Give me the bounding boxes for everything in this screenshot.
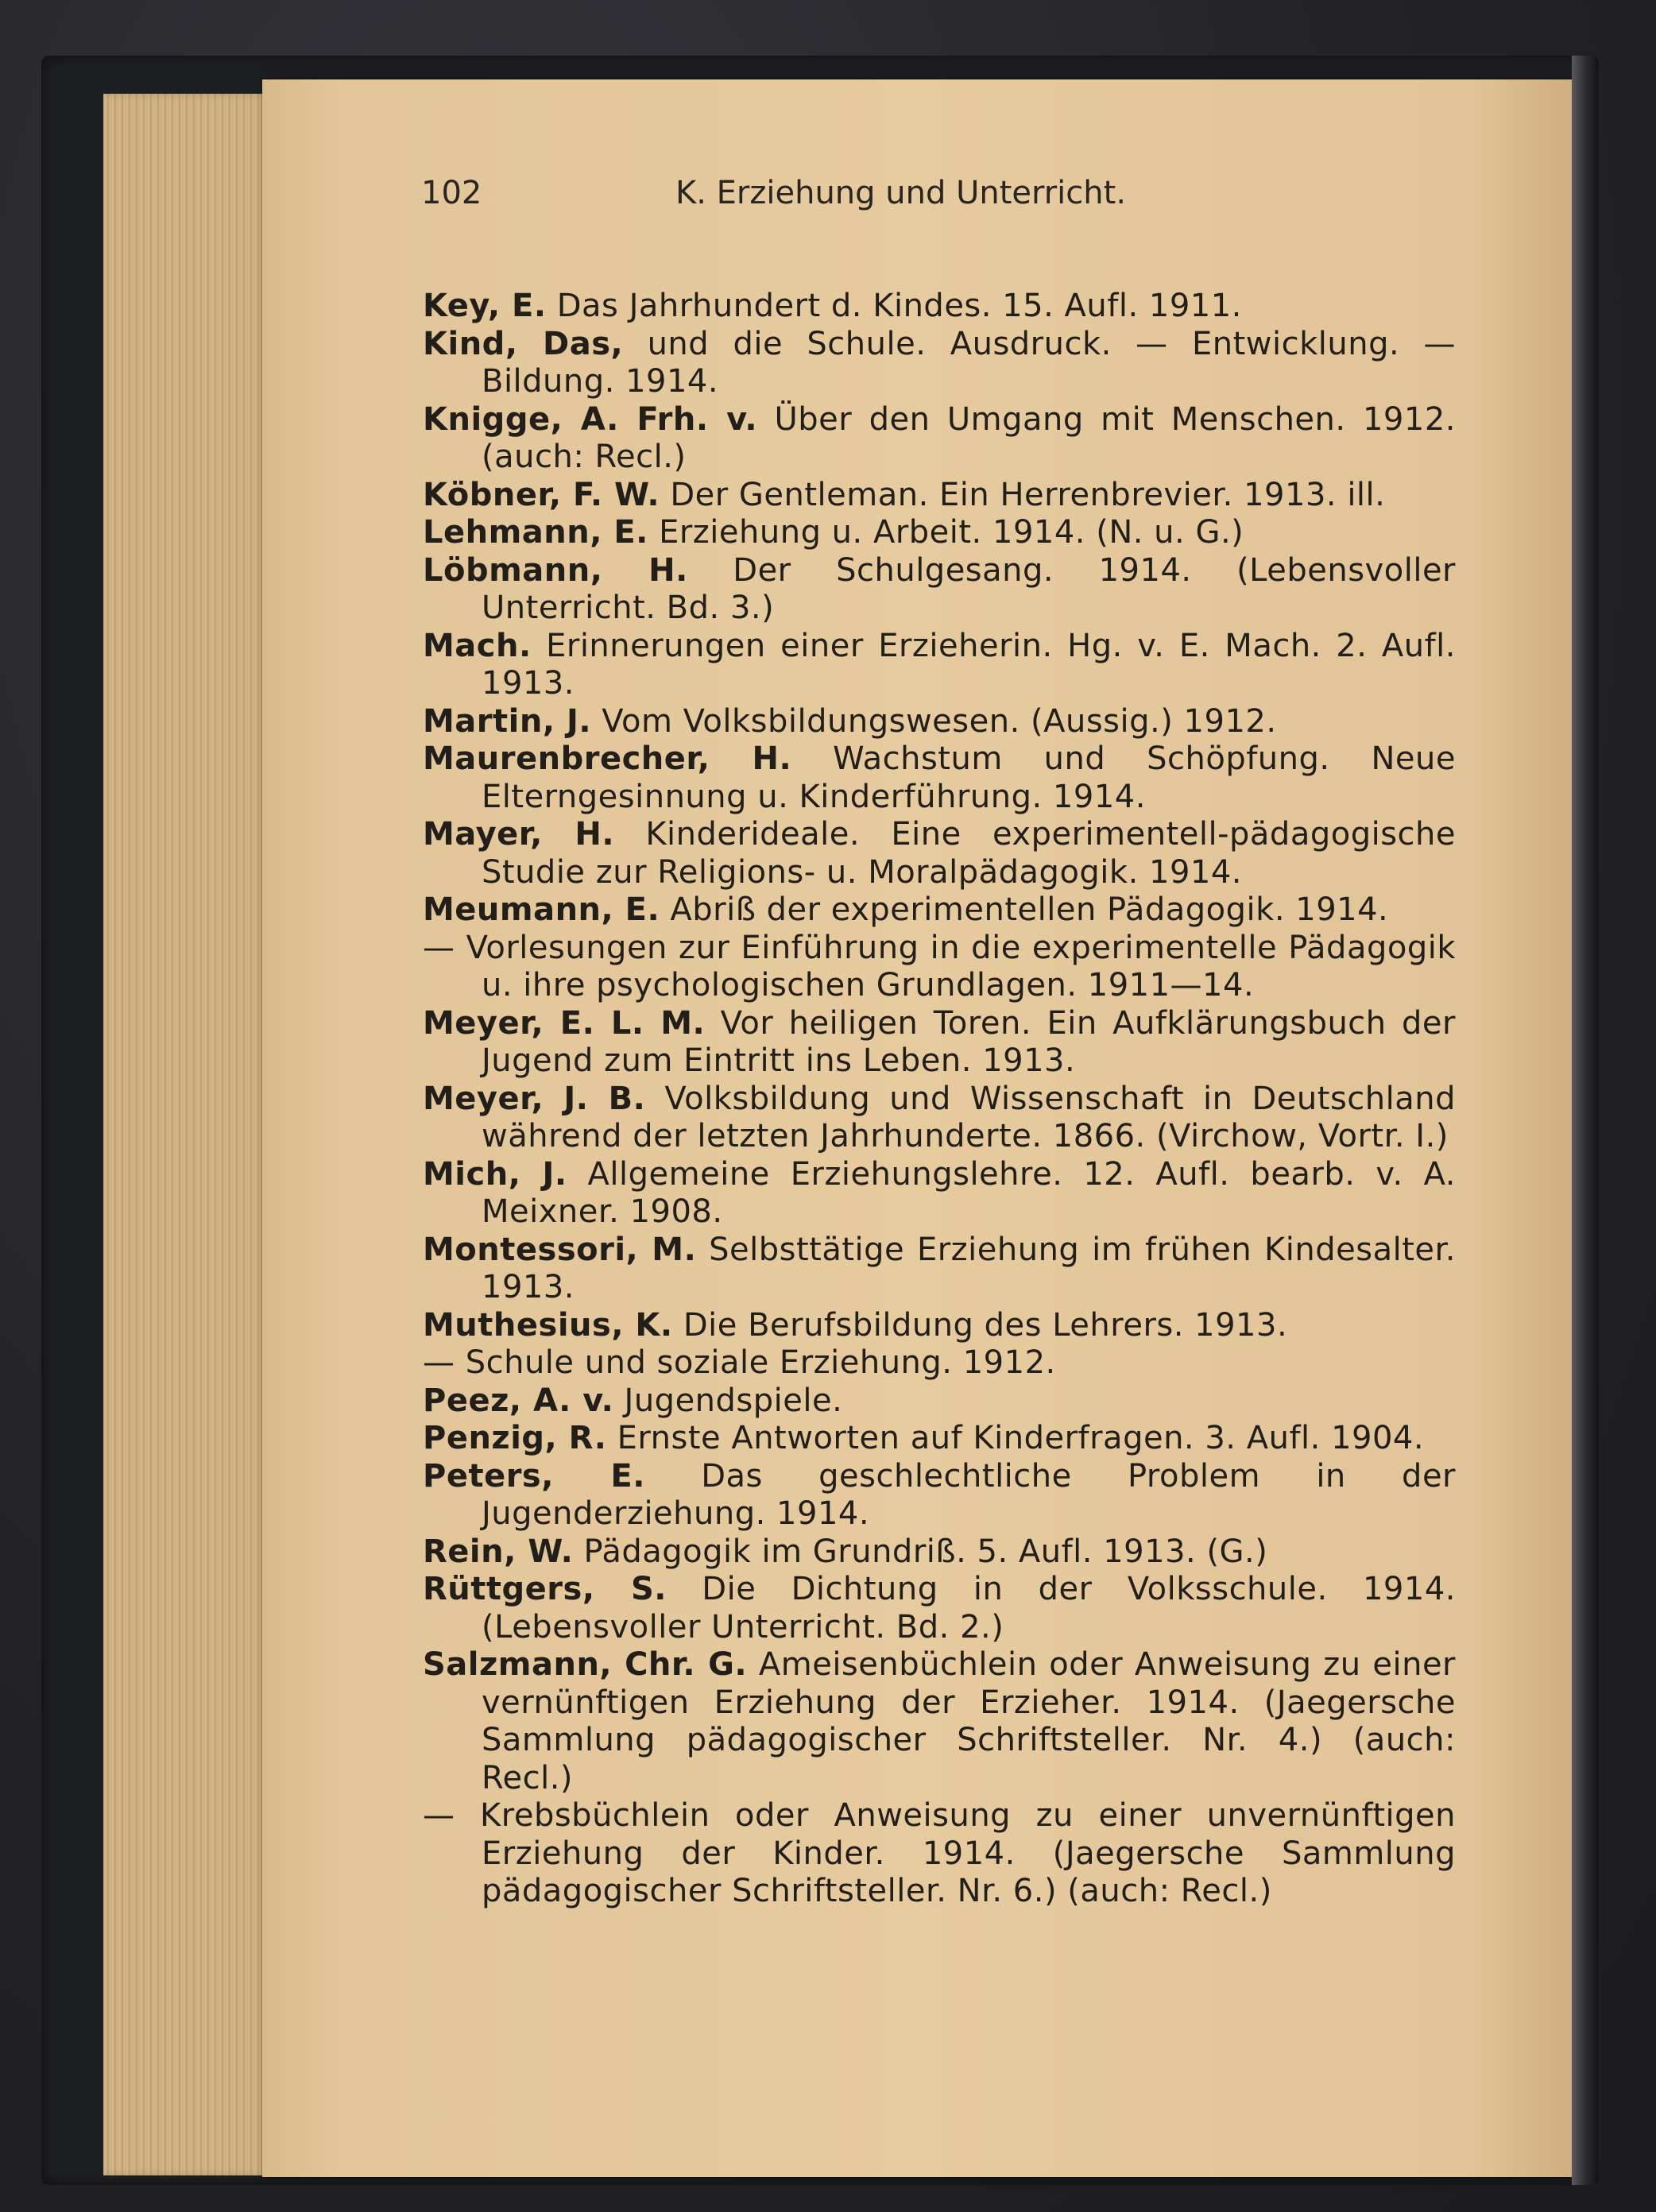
bibliography-entry [423,1571,1456,1646]
entry-name: Salzmann, Chr. G. [423,1646,748,1683]
entry-name: Martin, J. [423,702,592,740]
entry-text: Erziehung u. Arbeit. 1914. (N. u. G.) [648,514,1244,551]
entry-text: Ernste Antworten auf Kinderfragen. 3. Aufl. 1904. [606,1420,1425,1456]
entry-name: Meyer, E. L. M. [423,1004,706,1042]
entry-name: Muthesius, K. [423,1306,673,1344]
running-title: K. Erziehung und Unterricht. [675,175,1127,211]
bibliography-entry [423,1646,1456,1797]
entry-text: Vom Volksbildungswesen. (Aussig.) 1912. [591,702,1277,740]
entry-text: Pädagogik im Grundriß. 5. Aufl. 1913. (G.) [573,1533,1268,1570]
bibliography-entry [423,930,1456,1005]
entry-text: Krebsbüchlein oder Anweisung zu einer unvernünftigen Erziehung der Kinder. 1914. (Jaegersche Sammlung pädagogischer Schriftsteller. Nr. 6.) (auch: Recl.) [455,1797,1456,1909]
entry-name: Montessori, M. [423,1231,697,1268]
entry-name: Löbmann, H. [423,551,688,589]
entry-text: Abriß der experimentellen Pädagogik. 1914. [660,891,1389,928]
bibliography-entry [423,628,1456,703]
entry-name: Lehmann, E. [423,514,648,551]
entry-text: Ameisenbüchlein oder Anweisung zu einer vernünftigen Erziehung der Erzieher. 1914. (Jaegersche Sammlung pädagogischer Schriftsteller. Nr. 4.) (auch: Recl.) [482,1646,1456,1796]
entry-text: Jugendspiele. [613,1382,843,1419]
entry-text: Kinderideale. Eine experimentell-pädagogische Studie zur Religions- u. Moralpädagogik. 1914. [482,816,1456,891]
bibliography-entry [423,326,1456,401]
entry-dash: — [423,1344,455,1381]
entry-text: Schule und soziale Erziehung. 1912. [455,1344,1056,1381]
entry-text: Die Berufsbildung des Lehrers. 1913. [672,1306,1288,1344]
entry-dash: — [423,1797,455,1834]
bibliography-entry [423,891,1456,930]
entry-text: Die Dichtung in der Volksschule. 1914. (Lebensvoller Unterricht. Bd. 2.) [482,1571,1456,1645]
entry-name: Knigge, A. Frh. v. [423,400,758,438]
entry-text: Der Schulgesang. 1914. (Lebensvoller Unterricht. Bd. 3.) [482,551,1456,626]
bibliography-entry [423,1382,1456,1421]
entry-name: Meumann, E. [423,891,660,928]
entry-text: Das Jahrhundert d. Kindes. 15. Aufl. 1911. [546,288,1242,324]
entry-text: Wachstum und Schöpfung. Neue Elterngesinnung u. Kinderführung. 1914. [482,741,1456,815]
bibliography-entry [423,552,1456,628]
entry-text: Vorlesungen zur Einführung in die experimentelle Pädagogik u. ihre psychologischen Grundlagen. 1911—14. [455,929,1456,1004]
entry-text: Vor heiligen Toren. Ein Aufklärungsbuch der Jugend zum Eintritt ins Leben. 1913. [482,1004,1456,1079]
bibliography-entry [423,1232,1456,1307]
entry-text: Erinnerungen einer Erzieherin. Hg. v. E. Mach. 2. Aufl. 1913. [482,627,1456,702]
entry-text: Der Gentleman. Ein Herrenbrevier. 1913. ill. [660,476,1386,513]
entry-name: Rein, W. [423,1533,574,1570]
entry-name: Key, E. [423,288,547,324]
bibliography-entry [423,1005,1456,1081]
bibliography-entry [423,1458,1456,1533]
bibliography-entry [423,1797,1456,1911]
entry-name: Meyer, J. B. [423,1080,646,1117]
entry-name: Penzig, R. [423,1420,607,1456]
entry-name: Mich, J. [423,1155,567,1193]
entry-name: Peters, E. [423,1457,645,1495]
bibliography-entry [423,1344,1456,1382]
bibliography-entry [423,1420,1456,1458]
entry-text: und die Schule. Ausdruck. — Entwicklung. — Bildung. 1914. [482,325,1457,400]
entry-text: Selbsttätige Erziehung im frühen Kindesalter. 1913. [482,1231,1457,1305]
entry-dash: — [423,929,455,966]
bibliography-entry [423,703,1456,741]
bibliography-entry [423,514,1456,552]
bibliography-list [423,288,1456,1911]
bibliography-entry [423,477,1456,515]
entry-name: Maurenbrecher, H. [423,741,792,777]
entry-name: Mayer, H. [423,816,615,853]
entry-text: Das geschlechtliche Problem in der Jugenderziehung. 1914. [482,1457,1456,1532]
page-number: 102 [421,175,482,211]
book-spine [1572,56,1596,2185]
bibliography-entry [423,288,1456,326]
bibliography-entry [423,401,1456,477]
bibliography-entry [423,1307,1456,1345]
bibliography-entry [423,741,1456,816]
entry-text: Über den Umgang mit Menschen. 1912. (auch: Recl.) [482,400,1456,475]
bibliography-entry [423,816,1456,891]
entry-text: Volksbildung und Wissenschaft in Deutschland während der letzten Jahrhunderte. 1866. (Virchow, Vortr. I.) [482,1080,1457,1154]
bibliography-entry [423,1156,1456,1232]
entry-name: Kind, Das, [423,325,624,362]
entry-name: Rüttgers, S. [423,1571,667,1607]
bibliography-entry [423,1533,1456,1572]
entry-name: Peez, A. v. [423,1382,614,1419]
entry-text: Allgemeine Erziehungslehre. 12. Aufl. bearb. v. A. Meixner. 1908. [482,1155,1457,1230]
entry-name: Köbner, F. W. [423,476,660,513]
entry-name: Mach. [423,627,532,664]
bibliography-entry [423,1081,1456,1156]
page-header [421,175,1454,222]
